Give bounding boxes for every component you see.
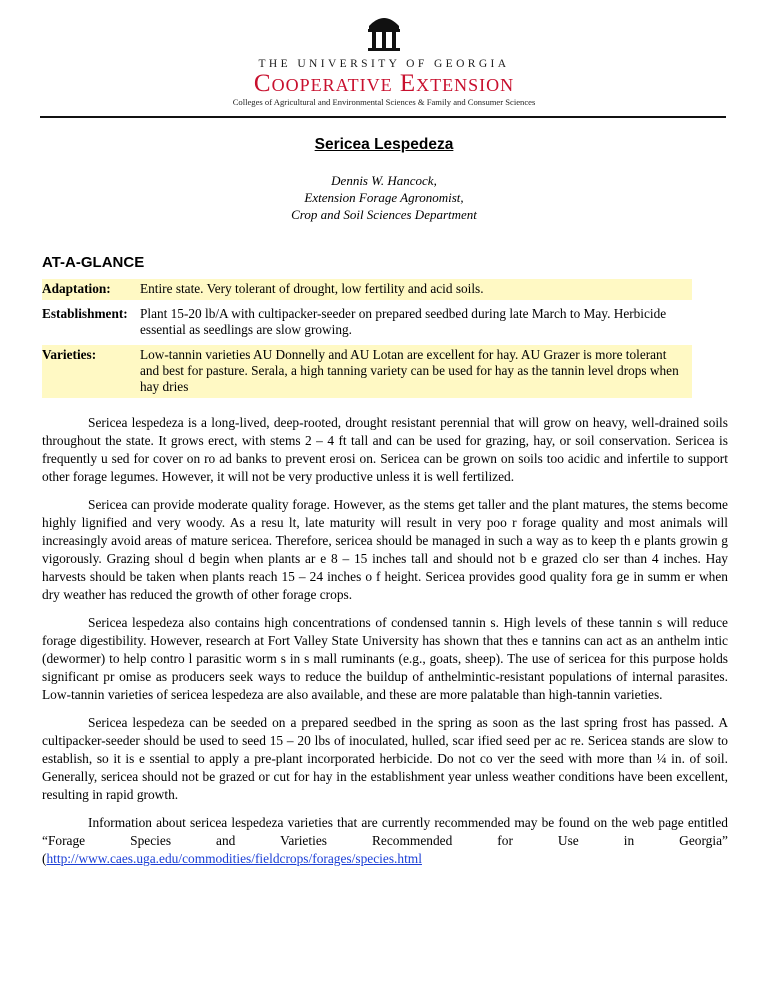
extension-name: Cooperative Extension <box>253 70 515 97</box>
uga-extension-logo <box>0 12 768 107</box>
glance-label: Adaptation: <box>42 279 140 300</box>
glance-value: Plant 15-20 lb/A with cultipacker-seeder on prepared seedbed during late March to May. Herbicide essential as seedlings are slow growing. <box>140 306 667 337</box>
glance-value: Entire state. Very tolerant of drought, low fertility and acid soils. <box>140 279 692 300</box>
author-name: Dennis W. Hancock, <box>331 173 437 188</box>
paragraph-overview: Sericea lespedeza is a long-lived, deep-rooted, drought resistant perennial that will grow on heavy, well-drained soils throughout the state. It grows erect, with stems 2 – 4 ft tall and can be used for grazing, hay, or soil conservation. Sericea is frequently u sed for cover on ro ad banks to prevent erosi on. Sericea can be grown on soils too acidic and infertile to support other forage legumes. However, it will not be very productive unless it is well fertilized. <box>42 415 728 484</box>
glance-label: Establishment: <box>42 306 128 321</box>
info-text: Information about sericea lespedeza varieties that are currently recommended may be found on the web page entitled “Forage Species and Varieties Recommended for Use in Georgia” ( <box>42 815 728 866</box>
paragraph-seeding: Sericea lespedeza can be seeded on a prepared seedbed in the spring as soon as the last spring frost has passed. A cultipacker-seeder should be used to seed 15 – 20 lbs of inoculated, hulled, scar ified seed per ac re. Sericea stands are slow to establish, so it is e ssential to apply a pre-plant incorporated herbicide. Do not co ver the seed with more than ¼ in. of soil. Generally, sericea should not be grazed or cut for hay in the establishment year unless weather conditions have been excellent, resulting in rapid growth. <box>42 715 728 802</box>
glance-label: Varieties: <box>42 345 140 398</box>
species-link[interactable]: http://www.caes.uga.edu/commodities/fieldcrops/forages/species.html <box>46 851 422 866</box>
glance-row-adaptation <box>42 279 692 300</box>
document-title: Sericea Lespedeza <box>314 136 454 153</box>
author-department: Crop and Soil Sciences Department <box>291 207 477 222</box>
glance-value: Low-tannin varieties AU Donnelly and AU Lotan are excellent for hay. AU Grazer is more tolerant and best for pasture. Serala, a high tanning variety can be used for hay as the tannin level drops when hay dries <box>140 345 692 398</box>
glance-row-establishment <box>42 304 692 341</box>
university-name: THE UNIVERSITY OF GEORGIA <box>258 58 510 70</box>
author-block <box>0 172 768 223</box>
arch-icon <box>367 12 401 52</box>
colleges-line: Colleges of Agricultural and Environmental Sciences & Family and Consumer Sciences <box>232 97 536 107</box>
header-rule <box>40 116 726 118</box>
paragraph-info <box>42 814 728 868</box>
author-role: Extension Forage Agronomist, <box>304 190 464 205</box>
paragraph-quality: Sericea can provide moderate quality forage. However, as the stems get taller and the plant matures, the stems become highly lignified and very woody. As a resu lt, late maturity will result in very poo r forage quality and most animals will increasingly avoid areas of mature sericea. Therefore, sericea should be managed in such a way as to keep th e plants growin g vigorously. Grazing shoul d begin when plants ar e 8 – 15 inches tall and should not b e grazed clo ser than 4 inches. Hay harvests should be taken when plants reach 15 – 24 inches o f height. Sericea provides good quality fora ge in summ er when dry weather has reduced the growth of other forage crops. <box>42 497 728 602</box>
at-a-glance-heading: AT-A-GLANCE <box>42 254 145 271</box>
glance-row-varieties <box>42 345 692 398</box>
at-a-glance-table <box>42 275 692 402</box>
paragraph-tannins: Sericea lespedeza also contains high concentrations of condensed tannin s. High levels of these tannin s will reduce forage digestibility. However, research at Fort Valley State University has shown that thes e tannins can act as an anthelm intic (dewormer) to help contro l parasitic worm s in s mall ruminants (e.g., goats, sheep). The use of sericea for this purpose holds significant pr omise as producers seek ways to reduce the buildup of anthelmintic-resistant populations of internal parasites. Low-tannin varieties of sericea lespedeza are also available, and these are more palatable than high-tannin varieties. <box>42 615 728 702</box>
body-text <box>42 414 728 878</box>
